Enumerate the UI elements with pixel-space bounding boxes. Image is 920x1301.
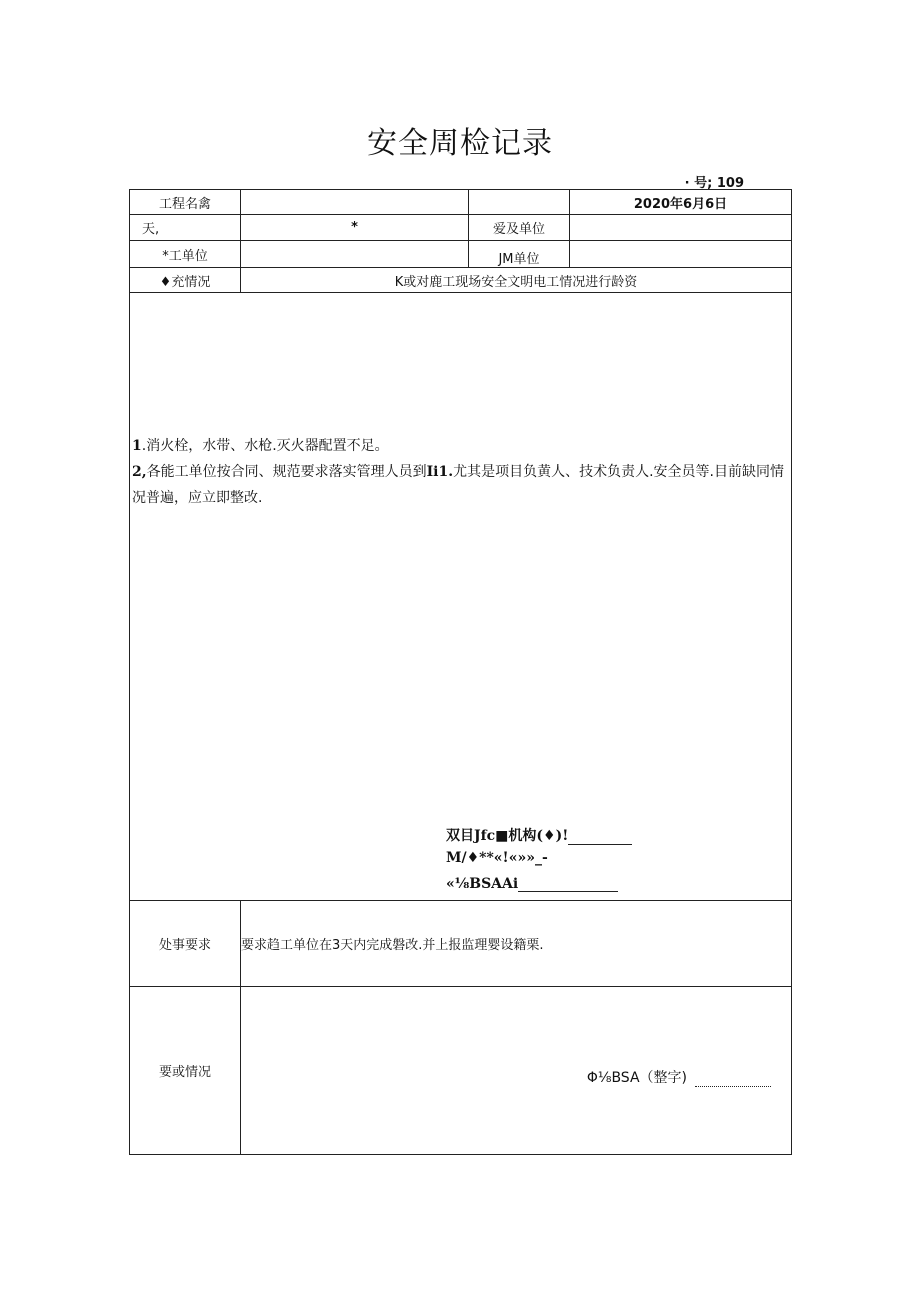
row-requirement [130,901,792,987]
finding-item-1 [132,433,790,459]
page-title: 安全周检记录 [367,126,553,161]
followup-signature [587,1067,771,1087]
row-followup [130,987,792,1155]
followup-label: 要或情况 [130,987,241,1155]
signature-line-3 [446,876,618,892]
signature-line-3-text: «⅛BSAAi [446,876,519,892]
inspected-unit-label: 爱及单位 [469,215,570,241]
project-name-label: 工程名禽 [130,190,241,215]
document-number: · 号; 109 [684,176,744,191]
row-findings [130,293,792,901]
finding-2-text-c: 尤其是项目负黄人、技术负责人.安全员等.目前缺同情况普遍，应立即整改. [132,464,785,506]
situation-value[interactable]: K或对鹿工现场安全文明电工情况进行龄资 [241,268,792,293]
finding-2-text-b: Ii1. [426,464,454,480]
signature-line-2 [446,850,548,866]
signature-line-3-blank[interactable] [518,877,618,892]
finding-1-number: 1 [132,438,142,454]
row-project-name [130,190,792,215]
weather-label: 天, [130,215,241,241]
followup-cell[interactable] [241,987,792,1155]
finding-1-text: .消火栓，水带、水枪.灭火器配置不足。 [141,438,389,454]
signature-line-2-text: M/♦**«!«»»_- [446,850,548,866]
construction-unit-value[interactable] [241,241,469,268]
signature-line-1-blank[interactable] [568,830,632,845]
findings-cell[interactable] [130,293,792,901]
weather-value[interactable]: * [241,215,469,241]
signature-line-1 [446,825,632,845]
finding-item-2 [132,459,790,511]
date-value[interactable]: 2020年6月6日 [570,190,792,215]
row-weather [130,215,792,241]
requirement-text[interactable]: 要求趋工单位在3天内完成磐改.并上报监理婴设籍栗. [241,901,792,987]
supervision-unit-label: JM单位 [469,241,570,268]
inspection-form-table [129,189,792,1155]
finding-2-number: 2, [132,464,147,480]
signature-line-1-text: 双目Jfc■机构(♦)! [446,828,569,844]
followup-signature-blank[interactable] [695,1073,771,1087]
row-situation [130,268,792,293]
followup-signature-text: Φ⅛BSA（整字) [586,1070,687,1086]
project-name-value[interactable] [241,190,469,215]
situation-label: ♦充情况 [130,268,241,293]
requirement-label: 处事要求 [130,901,241,987]
finding-2-text-a: 各能工单位按合同、规范要求落实管理人员到 [146,464,427,480]
supervision-unit-value[interactable] [570,241,792,268]
row-construction-unit [130,241,792,268]
inspected-unit-value[interactable] [570,215,792,241]
date-label [469,190,570,215]
findings-text [132,433,790,511]
construction-unit-label: *工单位 [130,241,241,268]
